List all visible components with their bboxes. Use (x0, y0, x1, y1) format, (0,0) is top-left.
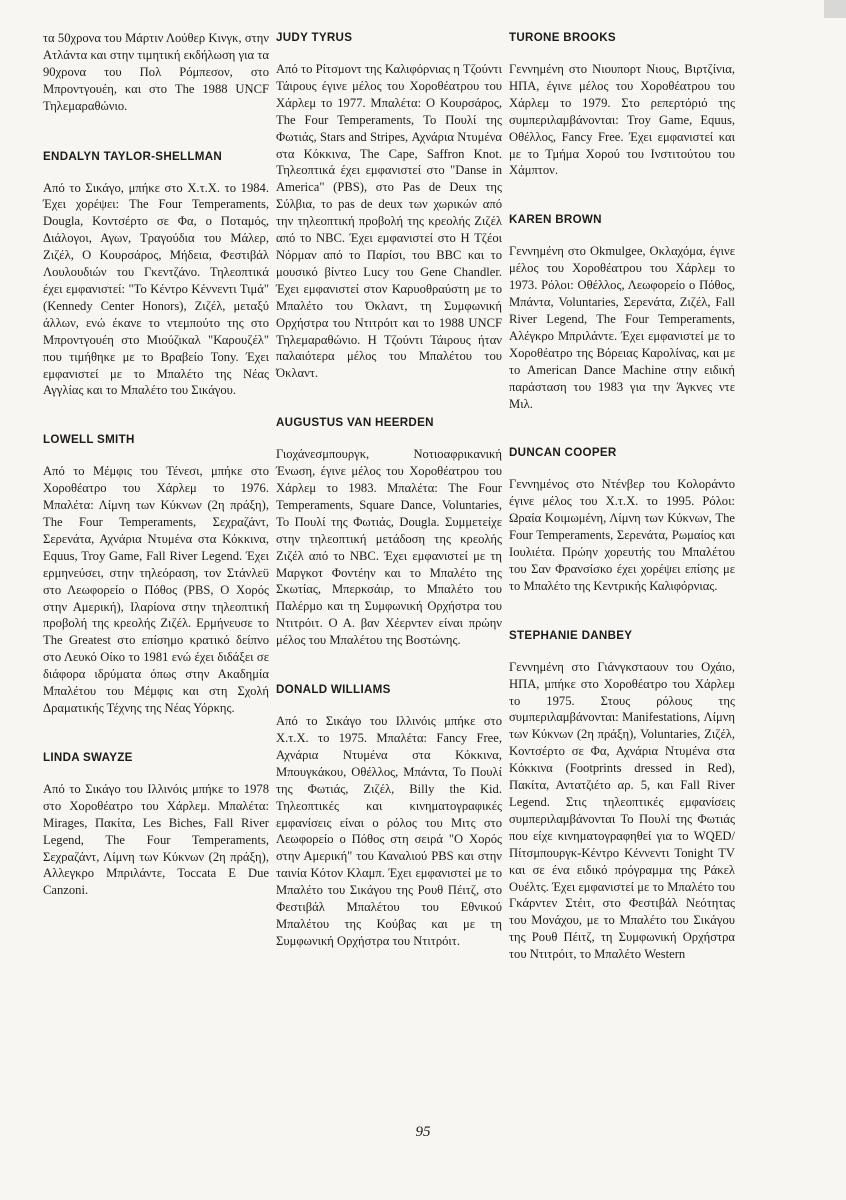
dancer-name: STEPHANIE DANBEY (509, 628, 633, 642)
bio-entry-lowell-smith (43, 432, 269, 717)
dancer-name: KAREN BROWN (509, 213, 602, 227)
dancer-bio: Από το Σικάγο του Ιλλινόις μπήκε στο Χ.τ.Χ. το 1975. Μπαλέτα: Fancy Free, Αχνάρια Ντυμένα στα Κόκκινα, Μπουγκάκου, Οθέλλος, Μπάντα, Το Πουλί της Φωτιάς, Ζιζέλ, Billy the Kid. Τηλεοπτικές και κινηματογραφικές εμφανίσεις είναι ο ρόλος του Μιτς στο Λεωφορείο ο Πόθος στη σειρά "Ο Χορός στην Αμερική" του Καναλιού PBS και στην ταινία Κότον Κλαμπ. Έχει εμφανιστεί με το Μπαλέτο του Σικάγου της Ρουθ Πέιτζ, στο Φεστιβάλ Μπαλέτου του Εθνικού Μπαλέτου της Κούβας και με τη Συμφωνική Ορχήστρα του Ντιτρόιτ. (276, 714, 502, 948)
bio-entry-linda-swayze (43, 750, 269, 899)
bio-entry-endalyn-taylor-shellman (43, 149, 269, 400)
dancer-bio: Γεννημένη στο Γιάνγκσταουν του Οχάιο, ΗΠΑ, μπήκε στο Χοροθέατρο του Χάρλεμ το 1975. Στους ρόλους της συμπεριλαμβάνονται: Manifestations, Λίμνη των Κύκνων (2η πράξη), Voluntaries, Ζιζέλ, Κοντσέρτο σε Φα, Αχνάρια Ντυμένα στα Κόκκινα (Footprints dressed in Red), Πακίτα, Αντατζιέτο αρ. 5, και Fall River Legend. Στις τηλεοπτικές εμφανίσεις συμπεριλαμβάνονται Το Πουλί της Φωτιάς που είχε κινηματογραφηθεί για το WQED/Πίτσμπουργκ-Κέντρο Κέννεντι Tonight TV και σε ένα ειδικό πρόγραμμα της Ράκελ Ουέλτς. Έχει εμφανιστεί με το Μπαλέτο του Γκάρντεν Στέιτ, στο Φεστιβάλ Νεότητας του Μονάχου, με το Μπαλέτο του Σικάγου της Ρουθ Πέιτζ, τη Συμφωνική Ορχήστρα του Ντιτρόιτ, το Μπαλέτο Western (509, 659, 735, 962)
bio-entry-judy-tyrus (276, 30, 502, 382)
column-2 (276, 30, 502, 983)
bio-entry-stephanie-danbey (509, 628, 735, 963)
dancer-bio: Γεννημένη στο Okmulgee, Οκλαχόμα, έγινε μέλος του Χοροθέατρου του Χάρλεμ το 1973. Ρόλοι: Οθέλλος, Λεωφορείο ο Πόθος, Μπάντα, Voluntaries, Σερενάτα, Ζιζέλ, Fall River Legend, The Four Temperaments, Αλέγκρο Μπριλάντε. Έχει εμφανιστεί με το Χοροθέατρο της Βόρειας Καρολίνας, και με το American Dance Machine στην ειδική παράσταση του 1983 για την Άγκνες ντε Μιλ. (509, 244, 735, 411)
dancer-name: TURONE BROOKS (509, 31, 616, 44)
bio-entry-augustus-van-heerden (276, 415, 502, 649)
page-number: 95 (415, 1124, 431, 1140)
page-corner-mark (824, 0, 846, 18)
dancer-bio: Από το Σικάγο του Ιλλινόις μπήκε το 1978 στο Χοροθέατρο του Χάρλεμ. Μπαλέτα: Mirages, Πακίτα, Les Biches, Fall River Legend, The Four Temperaments, Σεχραζάντ, Λίμνη των Κύκνων (2η πράξη), Αλλεγκρο Μπριλάντε, Toccata E Due Canzoni. (43, 781, 269, 898)
dancer-bio: Από το Ρίτσμοντ της Καλιφόρνιας η Τζούντι Τάιρους έγινε μέλος του Χοροθέατρου του Χάρλεμ το 1977. Μπαλέτα: Ο Κουρσάρος, The Four Temperaments, Το Πουλί της Φωτιάς, Stars and Stripes, Αχνάρια Ντυμένα στα Κόκκινα, The Cape, Saffron Knot. Τηλεοπτικά έχει εμφανιστεί στο "Danse in America" (PBS), στο Pas de Deux της Σύλβια, το pas de deux των χωρικών από την τηλεοπτική προβολή της κρεολής Ζιζέλ από το NBC. Έχει εμφανιστεί στο Η Τζέοι Νόρμαν από το Παρίσι, του BBC και το μουσικό βίντεο Lucy του Gene Chandler. Έχει εμφανιστεί στον Καρυοθραύστη με το Μπαλέτο του Όκλαντ, τη Συμφωνική Ορχήστρα του Ντιτρόιτ και το 1988 UNCF Τηλεμαραθώνιο. Η Τζούντι Τάιρους ήταν παλαιότερα μέλος του Μπαλέτου του Όκλαντ. (276, 62, 502, 381)
bio-entry-karen-brown (509, 212, 735, 412)
dancer-name: ENDALYN TAYLOR-SHELLMAN (43, 149, 223, 163)
bio-entry-turone-brooks (509, 30, 735, 179)
dancer-bio: Από το Σικάγο, μπήκε στο Χ.τ.Χ. το 1984. Έχει χορέψει: The Four Temperaments, Dougla, Κοντσέρτο σε Φα, ο Ποταμός, Διάλογοι, Αγων, Τραγούδια του Μάλερ, Ζιζέλ, Ο Κουρσάρος, Μήδεια, Φεστιβάλ Λουλουδιών του Γκεντζάνο. Τηλεοπτικά έχει εμφανιστεί: "Το Κέντρο Κέννεντι Τιμά" (Kennedy Center Honors), Ζιζέλ, μεταξύ άλλων, ενώ έκανε το ντεμπούτο της στο Μπροντγουέη στο Μιούζικαλ "Καρουζέλ" που τιμήθηκε με το Βραβείο Tony. Έχει εμφανιστεί με το Μπαλέτο της Νέας Αγγλίας και το Μπαλέτο του Σικάγου. (43, 180, 269, 398)
bio-entry-duncan-cooper (509, 445, 735, 594)
dancer-name: LOWELL SMITH (43, 433, 135, 447)
column-3 (509, 30, 735, 996)
dancer-bio: Από το Μέμφις του Τένεσι, μπήκε στο Χοροθέατρο του Χάρλεμ το 1976. Μπαλέτα: Λίμνη των Κύκνων (2η πράξη), The Four Temperaments, Σεχραζάντ, Σερενάτα, Αχνάρια Ντυμένα στα Κόκκινα, Equus, Troy Game, Fall River Legend. Έχει ερμηνεύσει, στην τηλεόραση, τον Στάνλεϋ στο Λεωφορείο ο Πόθος (PBS, Ο Χορός στην Αμερική), Ιλαρίονα στην τηλεοπτική προβολή της κρεολής Ζιζέλ. Ερμήνευσε το The Greatest στο επίσημο κρατικό δείπνο στο Λευκό Οίκο το 1981 ενώ έχει διδάξει σε διάφορα ιδρύματα όπως στην Ακαδημία Μπαλέτου του Μέμφις και στη Σχολή Δραματικής Τέχνης της Νέας Υόρκης. (43, 464, 269, 715)
dancer-bio: Γεννημένη στο Νιουπορτ Νιους, Βιρτζίνια, ΗΠΑ, έγινε μέλος του Χοροθέατρου του Χάρλεμ το 1979. Στο ρεπερτόριό της συμπεριλαμβάνονται: Troy Game, Equus, Οθέλλος, Fancy Free. Έχει εμφανιστεί και με το Τμήμα Χορού του Ινστιτούτου του Χάμπτον. (509, 62, 735, 178)
dancer-bio: Γιοχάνεσμπουργκ, Νοτιοαφρικανική Ένωση, έγινε μέλος του Χοροθέατρου του Χάρλεμ το 1983. Μπαλέτα: The Four Temperaments, Square Dance, Voluntaries, Το Πουλί της Φωτιάς, Dougla. Συμμετείχε στην τηλεοπτική μετάδοση της κρεολής Ζιζέλ από το NBC. Έχει εμφανιστεί με τη Μαργκοτ Φοντέην και το Μπαλέτο της Σκωτίας, Μπερκσάιρ, το Μπαλέτο του Παλέρμο και τη Συμφωνική Ορχήστρα του Ντιτρόιτ. Ο Α. βαν Χέερντεν είναι πρώην μέλος του Μπαλέτου της Βοστώνης. (276, 447, 502, 648)
dancer-bio: Γεννημένος στο Ντένβερ του Κολοράντο έγινε μέλος του Χ.τ.Χ. το 1995. Ρόλοι: Ωραία Κοιμωμένη, Λίμνη των Κύκνων, The Four Temperaments, Σερενάτα, Ρωμαίος και Ιουλιέτα. Πρώην χορευτής του Μπαλέτου του Σαν Φρανσίσκο έχει χορέψει επίσης με το Μπαλέτο της Κεντρικής Καλιφόρνιας. (509, 477, 735, 593)
dancer-name: DUNCAN COOPER (509, 446, 617, 460)
continued-entry (43, 30, 269, 115)
dancer-name: JUDY TYRUS (276, 31, 353, 44)
dancer-name: AUGUSTUS VAN HEERDEN (276, 416, 434, 430)
bio-entry-donald-williams (276, 682, 502, 950)
dancer-name: DONALD WILLIAMS (276, 683, 391, 697)
continued-text: τα 50χρονα του Μάρτιν Λούθερ Κινγκ, στην Ατλάντα και στην τιμητική εκδήλωση για τα 90χρονα του Πολ Ρόμπεσον, στο Μπροντγουέη, και στο The 1988 UNCF Τηλεμαραθώνιο. (43, 31, 269, 113)
dancer-name: LINDA SWAYZE (43, 750, 133, 764)
column-1 (43, 30, 269, 932)
